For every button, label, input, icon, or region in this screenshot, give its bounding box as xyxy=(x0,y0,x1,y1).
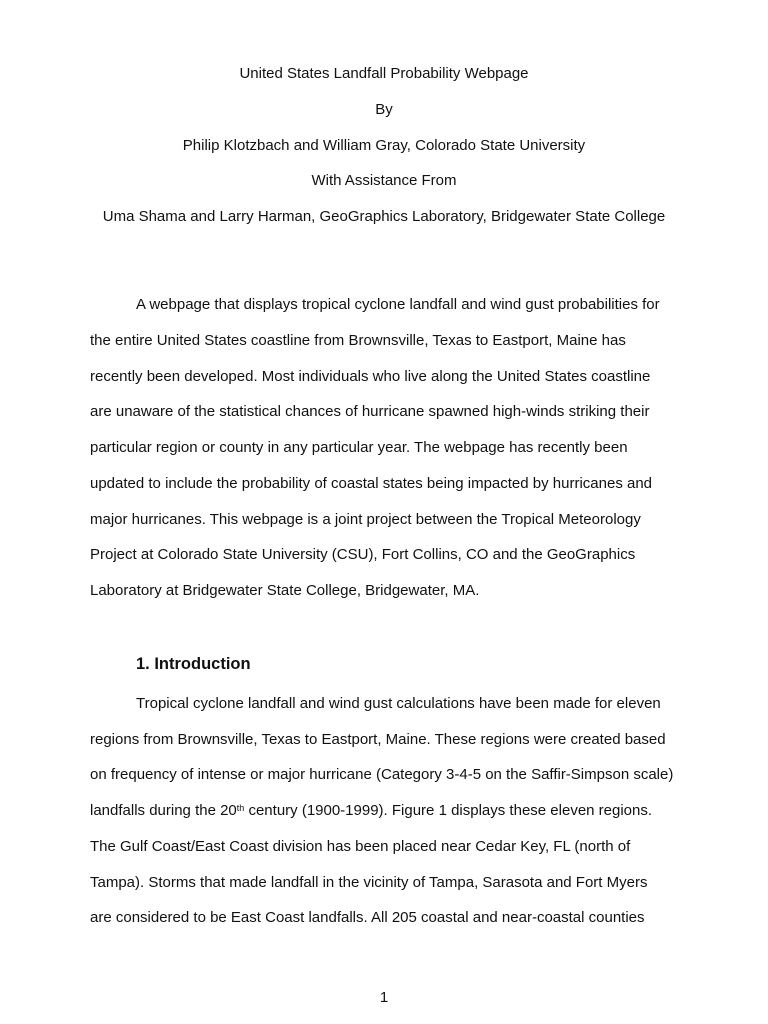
assistance-label: With Assistance From xyxy=(311,172,457,189)
intro-line: Tampa). Storms that made landfall in the vicinity of Tampa, Sarasota and Fort Myers xyxy=(90,874,648,891)
abstract-line: major hurricanes. This webpage is a joint project between the Tropical Meteorology xyxy=(90,511,641,528)
assistants-line: Uma Shama and Larry Harman, GeoGraphics Laboratory, Bridgewater State College xyxy=(102,208,666,225)
intro-line xyxy=(90,801,652,821)
byline-label: By xyxy=(375,101,393,118)
page-number: 1 xyxy=(379,989,389,1006)
document-title: United States Landfall Probability Webpage xyxy=(239,65,529,82)
intro-line: are considered to be East Coast landfalls. All 205 coastal and near-coastal counties xyxy=(90,909,645,926)
section-heading-introduction: 1. Introduction xyxy=(136,655,251,673)
intro-line-text: century (1900-1999). Figure 1 displays these eleven regions. xyxy=(244,802,653,819)
abstract-line: recently been developed. Most individuals who live along the United States coastline xyxy=(90,368,651,385)
authors-line: Philip Klotzbach and William Gray, Colorado State University xyxy=(182,137,586,154)
ordinal-superscript: th xyxy=(236,803,245,813)
intro-line: Tropical cyclone landfall and wind gust calculations have been made for eleven xyxy=(136,695,661,712)
abstract-line: A webpage that displays tropical cyclone landfall and wind gust probabilities for xyxy=(136,296,660,313)
intro-line-text: landfalls during the 20 xyxy=(90,802,237,819)
abstract-line: the entire United States coastline from Brownsville, Texas to Eastport, Maine has xyxy=(90,332,626,349)
abstract-line: Laboratory at Bridgewater State College, Bridgewater, MA. xyxy=(90,582,480,599)
abstract-line: are unaware of the statistical chances of hurricane spawned high-winds striking their xyxy=(90,403,650,420)
intro-line: regions from Brownsville, Texas to Eastport, Maine. These regions were created based xyxy=(90,731,666,748)
intro-line: on frequency of intense or major hurricane (Category 3-4-5 on the Saffir-Simpson scale) xyxy=(90,766,674,783)
abstract-line: Project at Colorado State University (CSU), Fort Collins, CO and the GeoGraphics xyxy=(90,546,636,563)
intro-line: The Gulf Coast/East Coast division has been placed near Cedar Key, FL (north of xyxy=(90,838,631,855)
abstract-line: particular region or county in any particular year. The webpage has recently been xyxy=(90,439,628,456)
abstract-line: updated to include the probability of coastal states being impacted by hurricanes and xyxy=(90,475,653,492)
